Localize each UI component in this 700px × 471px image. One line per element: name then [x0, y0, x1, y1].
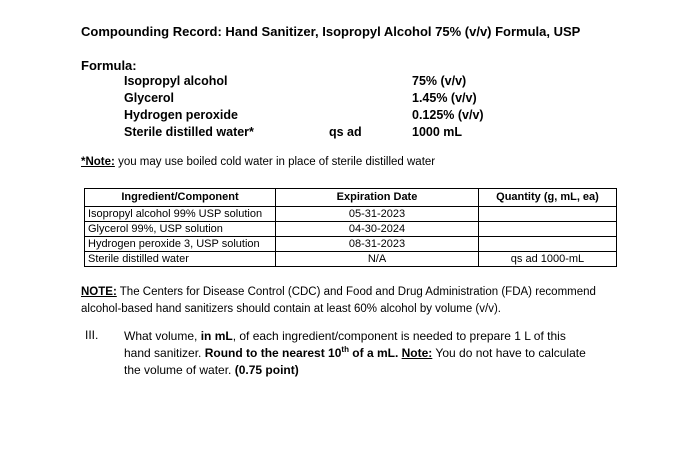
page-title: Compounding Record: Hand Sanitizer, Isopropyl Alcohol 75% (v/v) Formula, USP — [81, 24, 581, 39]
quantity-cell — [479, 222, 617, 237]
ingredient-cell: Isopropyl alcohol 99% USP solution — [85, 207, 276, 222]
table-row — [85, 207, 617, 222]
quantity-cell — [479, 237, 617, 252]
cdc-note — [81, 284, 596, 318]
expiration-cell: 08-31-2023 — [276, 237, 479, 252]
formula-item-qs: qs ad — [329, 125, 362, 139]
table-row — [85, 252, 617, 267]
formula-item-name: Glycerol — [124, 91, 175, 105]
question-points: (0.75 point) — [234, 363, 299, 377]
question-number: III. — [85, 328, 99, 342]
quantity-cell — [479, 207, 617, 222]
expiration-cell: N/A — [276, 252, 479, 267]
water-note-text: you may use boiled cold water in place of sterile distilled water — [114, 156, 436, 168]
formula-item-amount: 1000 mL — [412, 125, 463, 139]
ingredient-cell: Hydrogen peroxide 3, USP solution — [85, 237, 276, 252]
water-note — [81, 156, 435, 168]
quantity-cell: qs ad 1000-mL — [479, 252, 617, 267]
formula-label: Formula: — [81, 58, 137, 73]
ingredients-table — [84, 188, 617, 267]
question-text: What volume, in mL, of each ingredient/component is needed to prepare 1 L of this hand sanitizer. Round to the nearest 10th of a mL. Note: You do not have to calculate the volume of water. (0.75 point) — [124, 329, 586, 377]
column-header: Expiration Date — [276, 189, 479, 207]
formula-item-amount: 75% (v/v) — [412, 74, 467, 88]
water-note-label: *Note: — [81, 156, 115, 168]
table-header-row — [85, 189, 617, 207]
cdc-note-line1: NOTE: The Centers for Disease Control (CDC) and Food and Drug Administration (FDA) recommend — [81, 286, 596, 298]
expiration-cell: 04-30-2024 — [276, 222, 479, 237]
formula-item-name: Isopropyl alcohol — [124, 74, 228, 88]
table-row — [85, 222, 617, 237]
cdc-note-label: NOTE: — [81, 286, 117, 298]
ingredient-cell: Sterile distilled water — [85, 252, 276, 267]
table-row — [85, 237, 617, 252]
formula-item-amount: 0.125% (v/v) — [412, 108, 484, 122]
ingredient-cell: Glycerol 99%, USP solution — [85, 222, 276, 237]
expiration-cell: 05-31-2023 — [276, 207, 479, 222]
formula-item-amount: 1.45% (v/v) — [412, 91, 477, 105]
column-header: Ingredient/Component — [85, 189, 276, 207]
formula-item-name: Sterile distilled water* — [124, 125, 254, 139]
cdc-note-line2: alcohol-based hand sanitizers should contain at least 60% alcohol by volume (v/v). — [81, 303, 501, 315]
column-header: Quantity (g, mL, ea) — [479, 189, 617, 207]
formula-item-name: Hydrogen peroxide — [124, 108, 238, 122]
